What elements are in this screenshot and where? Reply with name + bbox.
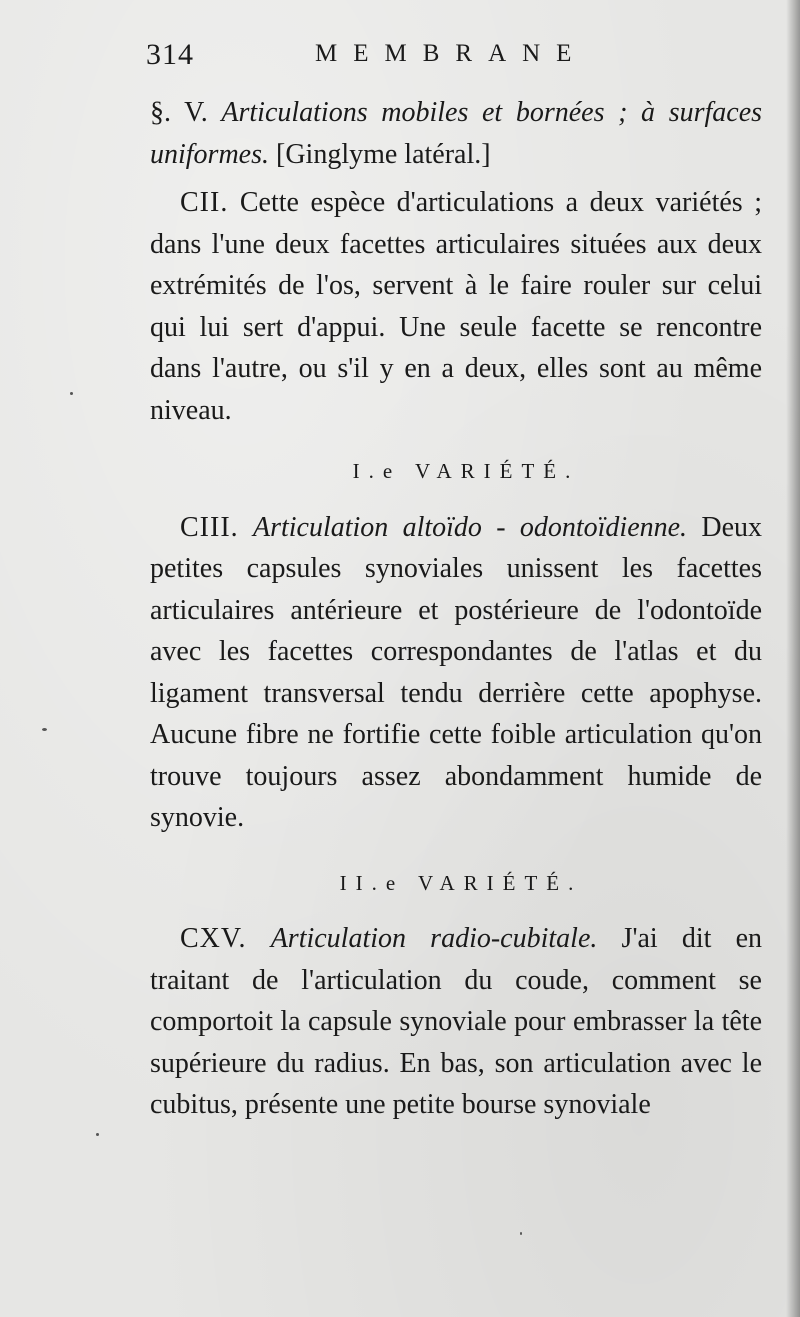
paper-speck xyxy=(70,392,73,395)
paragraph-text: Cette espèce d'articulations a deux variétés ; dans l'une deux facettes articulaires situées aux deux extrémités de l'os, servent à le faire rouler sur celui qui lui sert d'appui. Une seule facette se rencontre dans l'autre, ou s'il y en a deux, elles sont au même niveau. xyxy=(150,187,762,426)
paragraph-title: Articulation radio-cubitale. xyxy=(270,923,598,954)
section-mark: §. V. xyxy=(150,97,208,128)
paragraph-number: CII. xyxy=(180,187,229,218)
paragraph-cii xyxy=(150,182,762,431)
paragraph-number: CIII. xyxy=(180,511,239,543)
paragraph-cxv xyxy=(150,918,762,1126)
page-number: 314 xyxy=(146,38,194,71)
running-head: MEMBRANE xyxy=(315,40,588,67)
page-edge-shadow xyxy=(786,0,800,1317)
paper-speck xyxy=(520,1232,522,1235)
paragraph-title: Articulation altoïdo - odontoïdienne. xyxy=(252,511,688,543)
page-header xyxy=(0,38,800,88)
paragraph-text: Deux petites capsules synoviales unissent les facettes articulaires antérieure et postérieure de l'odontoïde avec les facettes correspondantes de l'atlas et du ligament transversal tendu derrière cette apophyse. Aucune fibre ne fortifie cette foible articulation qu'on trouve toujours assez abondamment humide de synovie. xyxy=(150,511,763,833)
section-bracket: [Ginglyme latéral.] xyxy=(276,138,491,170)
paragraph-text: J'ai dit en traitant de l'articulation du coude, comment se comportoit la capsule synoviale pour embrasser la tête supérieure du radius. En bas, son articulation avec le cubitus, présente une petite bourse synoviale xyxy=(150,923,763,1120)
section-heading xyxy=(150,92,762,175)
paper-speck xyxy=(96,1133,99,1136)
section-title: Articulations mobiles et bornées ; à surfaces uniformes. xyxy=(150,97,763,170)
body-text xyxy=(150,92,762,1126)
variety-heading-2: II.e VARIÉTÉ. xyxy=(339,870,583,895)
variety-heading-1: I.e VARIÉTÉ. xyxy=(352,459,580,483)
paragraph-ciii xyxy=(150,507,762,839)
paper-speck xyxy=(42,728,47,731)
paragraph-number: CXV. xyxy=(180,923,247,954)
